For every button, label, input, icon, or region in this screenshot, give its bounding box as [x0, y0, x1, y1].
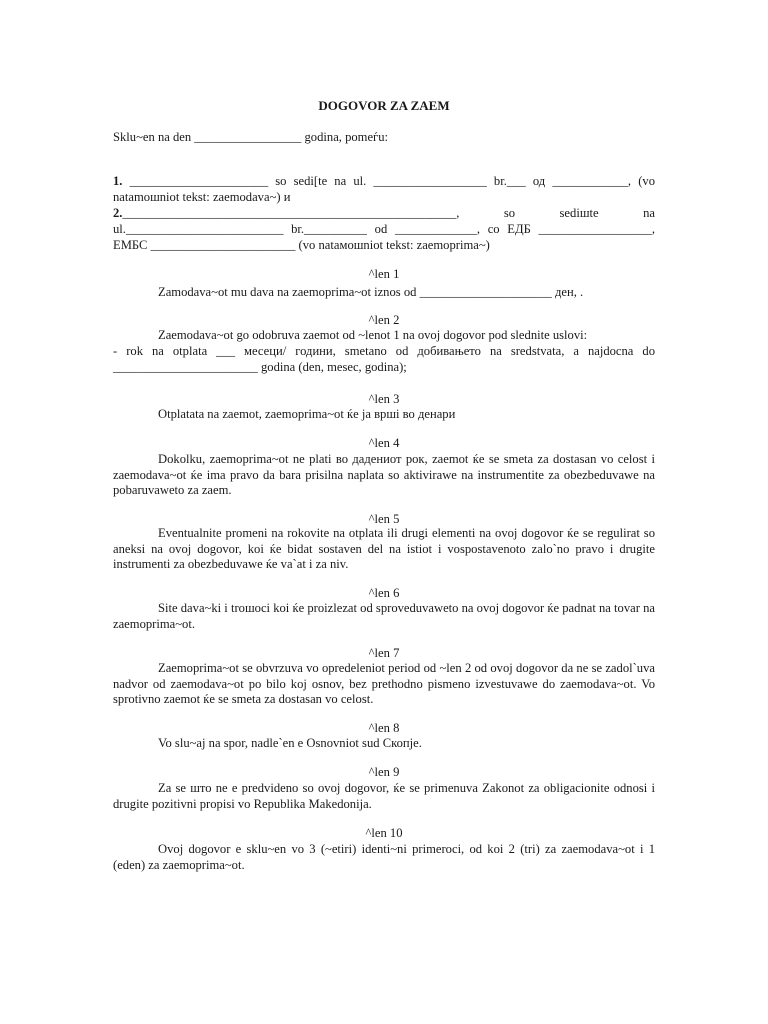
article-heading: ^len 2 — [368, 313, 400, 327]
article-heading: ^len 6 — [368, 586, 400, 600]
article-body: Zaemodava~ot go odobruva zaemot od ~lenot 1 na ovoj dogovor pod slednite uslovi: — [158, 328, 588, 342]
article-heading: ^len 5 — [368, 512, 400, 526]
article-heading: ^len 9 — [368, 765, 400, 779]
party1-text-1: ______________________ so sedi[te na ul. __________________ br.___ од ____________, (vo — [122, 174, 655, 188]
article-body: Za se што ne e predvideno so ovoj dogovor, ќе se primenuva Zakonot za obligacionite odnosi i drugite pozitivni propisi vo Republika Makedonija. — [113, 781, 655, 811]
party2-line3: ЕМБС _______________________ (vo nataмошniot tekst: zaemoprima~) — [113, 238, 490, 252]
party2-number: 2. — [113, 206, 123, 220]
article-body: Zaemoprima~ot se obvrzuva vo opredeleniot period od ~len 2 od ovoj dogovor da ne se zadol`uva nadvor od zaemodava~ot po bilo koj osnov, bez prethodno pismeno izvestuvawe do zaemodava~ot. Vo sprotivno zaemot ќе se smeta za dostasan vo celost. — [113, 661, 655, 706]
article-body: Zamodava~ot mu dava na zaemoprima~ot iznos od _____________________ ден, . — [158, 285, 584, 299]
article-body: Site dava~ki i troшoci koi ќе proizlezat od sproveduvaweto na ovoj dogovor ќе padnat na tovar na zaemoprima~ot. — [113, 601, 655, 631]
article-heading: ^len 7 — [368, 646, 400, 660]
article-body: Ovoj dogovor e sklu~en vo 3 (~etiri) identi~ni primeroci, od koi 2 (tri) za zaemodava~ot i 1 (eden) za zaemoprima~ot. — [113, 842, 655, 872]
intro-line: Sklu~en na den _________________ godina, pomeѓu: — [113, 130, 389, 144]
article-heading: ^len 8 — [368, 721, 400, 735]
article-body-item: - rok na otplata ___ месеци/ години, smetano od добивањето na sredstvata, a najdocna do _______________________ godina (den, mesec, godina); — [113, 344, 655, 374]
party2-line2: ul._________________________ br.__________ od _____________, со ЕДБ __________________, — [113, 222, 655, 236]
article-body: Otplatata na zaemot, zaemoprima~ot ќе ja вршi во денари — [158, 407, 456, 421]
party2-text-1: _____________________________________________________, so sediшte na — [122, 206, 655, 220]
article-body: Eventualnite promeni na rokovite na otplata ili drugi elementi na ovoj dogovor ќе se regulirat so aneksi na ovoj dogovor, koi ќе bidat sostaven del na istiot i vospostavenoto zalo`no pravo i drugite instrumenti za obezbeduvawe ќе va`at i za niv. — [113, 526, 655, 571]
article-heading: ^len 3 — [368, 392, 400, 406]
party1-number: 1. — [113, 174, 123, 188]
article-heading: ^len 4 — [368, 436, 400, 450]
party1-line2: natamoшniot tekst: zaemodava~) и — [113, 190, 291, 204]
article-body: Vo slu~aj na spor, nadle`en e Osnovniot sud Скопје. — [158, 736, 422, 750]
document-title: DOGOVOR ZA ZAEM — [318, 98, 450, 113]
party1-line1 — [113, 174, 655, 190]
article-heading: ^len 10 — [365, 826, 403, 840]
article-heading: ^len 1 — [368, 267, 400, 281]
article-body: Dokolku, zaemoprima~ot ne plati во дадениот рок, zaemot ќе se smeta za dostasan vo celost i zaemodava~ot ќе ima pravo da bara prisilna naplata so aktivirawe na instrumentite za obezbeduvawe na pobaruvaweto za zaem. — [113, 452, 655, 497]
party2-line1 — [113, 206, 655, 222]
